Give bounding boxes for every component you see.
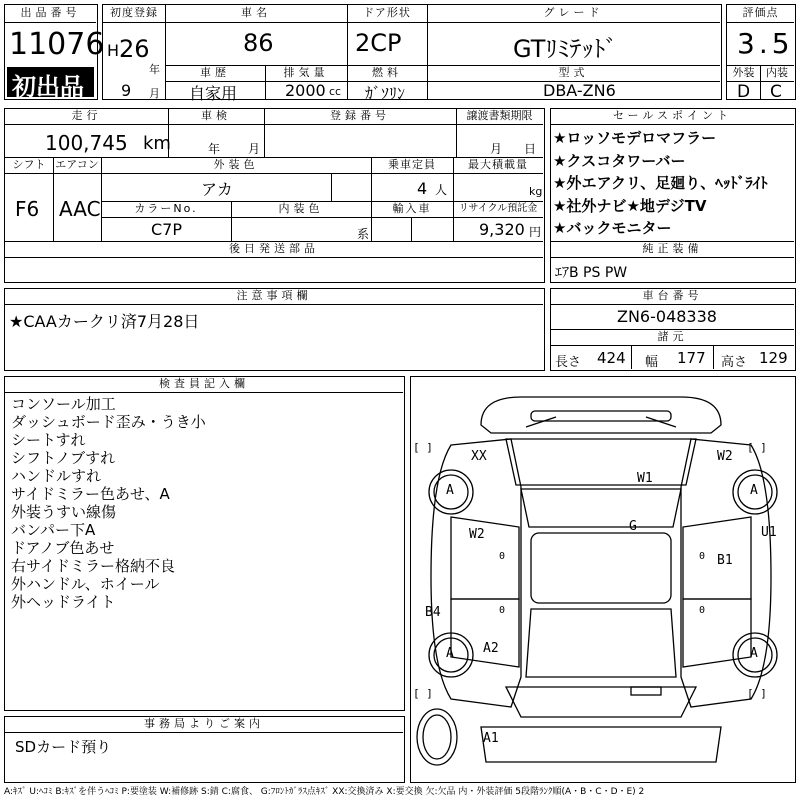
recycle-label: リサイクル預託金 — [458, 203, 538, 214]
inspection-label: 車検 — [201, 109, 231, 122]
tire-mark: A — [446, 483, 454, 498]
sales-point: ★社外ナビ★地デジTV — [553, 196, 707, 215]
divider — [5, 173, 543, 174]
inspection-month-unit: 月 — [248, 142, 261, 156]
grade-label: グレード — [543, 6, 604, 19]
height: 129 — [759, 349, 788, 367]
exterior-grade-label: 外装 — [732, 66, 755, 79]
ac-label: エアコン — [55, 158, 99, 171]
divider — [5, 124, 543, 125]
shift-label: シフト — [12, 158, 46, 171]
recycle: 9,320 — [479, 220, 525, 239]
divider — [427, 5, 428, 99]
notice-text: ★CAAカークリ済7月28日 — [9, 312, 200, 331]
inspector-label: 検査員記入欄 — [159, 377, 249, 390]
mark-a2: A2 — [483, 641, 499, 656]
interior-color-unit: 系 — [357, 227, 370, 241]
displacement-unit: cc — [329, 85, 342, 98]
bracket-mark: [ ] — [413, 441, 433, 454]
inspector-note: ダッシュボード歪み・うき小 — [11, 413, 206, 431]
divider — [713, 345, 714, 369]
inspector-note: ハンドルすれ — [11, 467, 102, 485]
doc-label: 譲渡書類期限 — [466, 109, 533, 122]
exterior-grade: D — [737, 82, 751, 102]
seats: 4 — [417, 179, 428, 198]
reg-month: 9 — [121, 81, 132, 100]
displacement-label: 排気量 — [283, 66, 329, 79]
color-no-label: カラーNo. — [134, 202, 198, 215]
divider — [165, 5, 166, 99]
load-label: 最大積載量 — [468, 158, 528, 171]
equipment-label: 純正装備 — [642, 242, 703, 255]
sales-point: ★外エアクリ、足廻り、ﾍｯﾄﾞﾗｲﾄ — [553, 174, 768, 192]
inspector-note: シフトノブすれ — [11, 449, 116, 467]
divider — [371, 201, 372, 241]
divider — [165, 81, 720, 82]
vehicle-info-grid — [4, 108, 545, 283]
color: アカ — [201, 180, 233, 199]
divider — [411, 217, 412, 241]
mark-xx: XX — [471, 449, 487, 464]
divider — [53, 157, 54, 241]
inspector-note: サイドミラー色あせ、A — [11, 485, 170, 503]
sales-points-list — [553, 127, 768, 240]
mark-b1: B1 — [717, 553, 733, 568]
notice-box — [4, 288, 545, 371]
model: DBA-ZN6 — [543, 81, 616, 100]
interior-grade-label: 内装 — [766, 66, 788, 79]
first-listing-badge — [7, 67, 94, 101]
import-label: 輸入車 — [392, 202, 432, 215]
inspector-box — [4, 376, 405, 711]
mark-a1: A1 — [483, 731, 499, 746]
first-listing-text: 初出品 — [12, 73, 84, 101]
grade: GTﾘﾐﾃｯﾄﾞ — [513, 35, 618, 63]
fuel: ｶﾞｿﾘﾝ — [365, 84, 406, 103]
tire-mark: A — [750, 483, 758, 498]
score: 3.5 — [737, 27, 794, 60]
length-label: 長さ — [555, 355, 582, 370]
car-outline-diagram — [411, 377, 794, 781]
divider — [551, 345, 794, 346]
divider — [101, 217, 543, 218]
divider — [456, 109, 457, 157]
score-box — [726, 4, 796, 100]
history: 自家用 — [189, 84, 238, 103]
score-label: 評価点 — [742, 6, 779, 19]
height-label: 高さ — [721, 355, 748, 370]
divider — [101, 157, 102, 241]
sales-label: セールスポイント — [612, 109, 732, 122]
mark-w1: W1 — [637, 471, 653, 486]
inspector-note: 外ヘッドライト — [11, 593, 116, 611]
mark-b4: B4 — [425, 605, 441, 620]
tire-mark: A — [446, 646, 454, 661]
mileage-unit: km — [143, 133, 171, 154]
sales-point: ★ロッソモデロマフラー — [553, 129, 717, 147]
inspection-year-unit: 年 — [208, 142, 221, 156]
header-grid — [102, 4, 722, 103]
mark-w2-top: W2 — [717, 449, 733, 464]
divider — [551, 304, 794, 305]
color-no: C7P — [151, 220, 182, 239]
name-label: 車名 — [241, 6, 271, 19]
divider — [453, 157, 454, 241]
divider — [5, 304, 543, 305]
displacement: 2000 — [285, 81, 326, 100]
divider — [347, 81, 348, 99]
length: 424 — [597, 349, 626, 367]
mileage-label: 走行 — [71, 109, 102, 122]
damage-legend: A:ｷｽﾞ U:ﾍｺﾐ B:ｷｽﾞを伴うﾍｺﾐ P:要塗装 W:補修跡 S:錆 C:腐食、 G:ﾌﾛﾝﾄｶﾞﾗｽ点ｷｽﾞ XX:交換済み X:要交換 欠:欠品 内・外装評価 5段階ﾗﾝｸ順(A・B・C・D・E) 2 — [4, 787, 645, 797]
car-diagram — [410, 376, 796, 783]
seats-label: 乗車定員 — [388, 158, 436, 171]
equipment: ｴｱB PS PW — [555, 265, 628, 281]
divider — [264, 109, 265, 157]
interior-grade: C — [770, 82, 782, 102]
office-text: SDカード預り — [15, 738, 112, 756]
lot-box — [4, 4, 105, 101]
office-box — [4, 716, 405, 783]
ac: AAC — [59, 197, 101, 221]
divider — [5, 392, 403, 393]
mileage: 100,745 — [45, 131, 128, 155]
divider — [371, 157, 372, 201]
inspector-note: コンソール加工 — [11, 395, 116, 413]
divider — [5, 732, 403, 733]
reg-year: 26 — [119, 35, 150, 63]
divider — [5, 257, 543, 258]
seats-unit: 人 — [435, 183, 448, 197]
bracket-mark: [ ] — [747, 441, 767, 454]
mark-g: G — [629, 519, 637, 534]
divider — [231, 201, 232, 241]
inspector-note: 外装うすい線傷 — [11, 503, 117, 521]
inspector-note: シートすれ — [11, 431, 86, 449]
sales-point: ★クスコタワーバー — [553, 151, 686, 170]
reg-month-unit: 月 — [149, 87, 160, 100]
divider — [5, 22, 96, 23]
doc-month-unit: 月 — [490, 142, 503, 156]
divider — [103, 22, 720, 23]
recycle-unit: 円 — [529, 225, 542, 239]
color-label: 外装色 — [213, 158, 259, 171]
interior-color-label: 内装色 — [278, 202, 324, 215]
bracket-mark: [ ] — [747, 687, 767, 700]
sales-points-box — [550, 108, 796, 283]
width-label: 幅 — [645, 355, 659, 370]
divider — [331, 173, 332, 201]
door-type: 2CP — [355, 29, 402, 57]
mark-w2-left: W2 — [469, 527, 485, 542]
chassis-number: ZN6-048338 — [617, 307, 717, 326]
notice-label: 注意事項欄 — [236, 289, 312, 302]
bracket-mark: [ ] — [413, 687, 433, 700]
inspector-note: バンパー下A — [11, 521, 96, 539]
inspector-note: 右サイドミラー格納不良 — [11, 557, 175, 575]
doc-day-unit: 日 — [524, 142, 537, 156]
chassis-label: 車台番号 — [642, 289, 703, 302]
inspector-note: ドアノブ色あせ — [11, 539, 115, 557]
office-label: 事務局よりご案内 — [144, 717, 264, 730]
width: 177 — [677, 349, 706, 367]
divider — [727, 22, 794, 23]
shift: F6 — [15, 197, 40, 221]
zero-mark: 0 — [499, 605, 506, 616]
lot-label: 出品番号 — [20, 6, 81, 19]
reg-label: 初度登録 — [110, 6, 158, 19]
zero-mark: 0 — [499, 551, 506, 562]
mark-u1: U1 — [761, 525, 777, 540]
divider — [551, 124, 794, 125]
later-parts-label: 後日発送部品 — [229, 242, 319, 255]
zero-mark: 0 — [699, 551, 706, 562]
history-label: 車歴 — [200, 66, 230, 79]
divider — [631, 345, 632, 369]
dims-label: 諸元 — [657, 330, 688, 343]
lot-number: 11076 — [9, 27, 105, 62]
sales-point: ★バックモニター — [553, 219, 672, 237]
car-name: 86 — [243, 29, 274, 57]
reg-era: H — [107, 41, 120, 60]
inspector-note: 外ハンドル、ホイール — [11, 575, 160, 593]
fuel-label: 燃料 — [372, 66, 402, 79]
inspector-notes-list — [11, 395, 206, 611]
tire-mark: A — [750, 646, 758, 661]
model-label: 型式 — [558, 66, 589, 79]
door-label: ドア形状 — [363, 6, 411, 19]
zero-mark: 0 — [699, 605, 706, 616]
load-unit: kg — [529, 185, 543, 198]
divider — [551, 257, 794, 258]
plate-label: 登録番号 — [330, 109, 390, 122]
chassis-box — [550, 288, 796, 371]
reg-year-unit: 年 — [149, 63, 160, 76]
